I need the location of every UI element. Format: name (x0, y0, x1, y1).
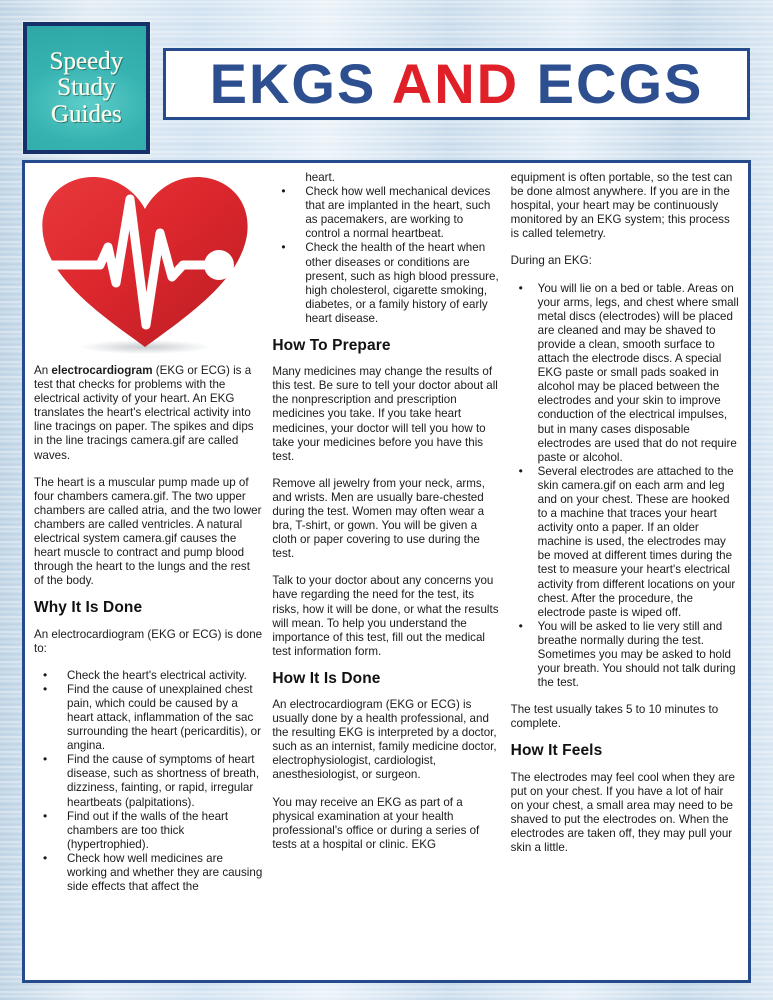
list-item: • Find out if the walls of the heart chambers are too thick (hypertrophied). (34, 810, 262, 852)
column2-continued-text: heart. (305, 171, 335, 184)
title-part-ecgs: ECGS (519, 52, 704, 115)
section-heading-why-it-is-done: Why It Is Done (34, 599, 143, 617)
title-part-ekgs: EKGS (209, 52, 392, 115)
column1-paragraph-2: The heart is a muscular pump made up of four chambers camera.gif. The two upper chambers are called atria, and the two lower chambers are called ventricles. A natural electrical system camera.gif causes the heart muscle to contract and pump blood through the heart to the lungs and the rest of the body. (34, 475, 262, 588)
section-heading-how-it-feels: How It Feels (510, 742, 603, 760)
page-title (209, 52, 704, 115)
column2-paragraph-1: Many medicines may change the results of this test. Be sure to tell your doctor about all the nonprescription and prescription medicines you take. If you take heart medicines, your doctor will tell you how to take your medicines before you have this test. (272, 365, 498, 463)
column3-paragraph-1: The test usually takes 5 to 10 minutes to complete. (510, 703, 719, 731)
column-1 (34, 171, 262, 974)
intro-before: An (34, 364, 52, 377)
column1-intro (34, 364, 262, 463)
column3-continued-text: equipment is often portable, so the test can be done almost anywhere. If you are in the hospital, your heart may be continuously monitored by an EKG system; this process is called telemetry. (510, 171, 733, 241)
brand-badge (23, 22, 150, 154)
content-panel (22, 160, 751, 983)
list-item: • Find the cause of symptoms of heart disease, such as shortness of breath, dizziness, fainting, or rapid, irregular heartbeats (palpitations). (34, 753, 262, 809)
list-item: • Find the cause of unexplained chest pain, which could be caused by a heart attack, inflammation of the sac surrounding the heart (pericarditis), or angina. (34, 683, 262, 753)
why-it-is-done-list (34, 669, 262, 895)
page-header (0, 0, 773, 155)
during-an-ekg-list (511, 282, 739, 691)
section-heading-how-it-is-done: How It Is Done (272, 669, 381, 687)
column2-paragraph-5: You may receive an EKG as part of a physical examination at your health professional's office or during a series of tests at a hospital or clinic. EKG (272, 795, 480, 851)
list-item: • Check how well medicines are working and whether they are causing side effects that affect the (34, 852, 262, 894)
list-item: • Check how well mechanical devices that are implanted in the heart, such as pacemakers, are working to control a normal heartbeat. (272, 185, 500, 241)
section-heading-how-to-prepare: How To Prepare (272, 337, 391, 355)
intro-after: (EKG or ECG) is a test that checks for problems with the electrical activity of your heart. An EKG translates the heart's electrical activity into line tracings on paper. The spikes and dips in the line tracings camera.gif are called waves. (34, 364, 254, 462)
column2-paragraph-3: Talk to your doctor about any concerns you have regarding the need for the test, its risks, how it will be done, or what the results will mean. To help you understand the importance of this test, fill out the medical test information form. (272, 574, 499, 658)
list-item: • You will be asked to lie very still and breathe normally during the test. Sometimes you may be asked to hold your breath. You should not talk during the test. (511, 620, 739, 690)
list-item: • You will lie on a bed or table. Areas on your arms, legs, and chest where small metal discs (electrodes) will be placed are cleaned and may be shaved to provide a clean, smooth surface to attach the electrode discs. A special EKG paste or small pads soaked in alcohol may be placed between the electrodes and your skin to improve conduction of the electrical impulses, but in many cases disposable electrodes are used that do not require paste or alcohol. (511, 282, 739, 465)
intro-bold-term: electrocardiogram (51, 364, 153, 377)
list-item: • Several electrodes are attached to the skin camera.gif on each arm and leg and on your chest. These are hooked to a machine that traces your heart activity onto a paper. If an older machine is used, the electrodes may be moved at different times during the test to measure your heart's electrical activity from different locations on your chest. After the procedure, the electrode paste is wiped off. (511, 465, 739, 620)
column3-lead-in: During an EKG: (510, 254, 592, 268)
brand-line-1: Speedy (49, 47, 124, 75)
list-item: • Check the heart's electrical activity. (34, 669, 262, 683)
title-box (163, 48, 750, 120)
column1-paragraph-3: An electrocardiogram (EKG or ECG) is done to: (34, 627, 263, 655)
why-it-is-done-list-continued (272, 185, 500, 326)
column-3 (511, 171, 739, 974)
heart-ecg-icon (38, 173, 253, 358)
brand-line-2: Study (57, 74, 116, 102)
column-2 (272, 171, 500, 974)
title-part-and: AND (391, 52, 520, 115)
brand-line-3: Guides (51, 100, 122, 128)
column2-paragraph-4: An electrocardiogram (EKG or ECG) is usually done by a health professional, and the resulting EKG is interpreted by a doctor, such as an internist, family medicine doctor, electrophysiologist, cardiologist, anesthesiologist, or surgeon. (272, 698, 497, 782)
column3-paragraph-2: The electrodes may feel cool when they are put on your chest. If you have a lot of hair on your chest, a small area may need to be shaved to put the electrodes on. When the electrodes are taken off, they may pull your skin a little. (510, 770, 735, 855)
list-item: • Check the health of the heart when other diseases or conditions are present, such as high blood pressure, high cholesterol, cigarette smoking, diabetes, or a family history of early heart disease. (272, 241, 500, 326)
column2-paragraph-2: Remove all jewelry from your neck, arms, and wrists. Men are usually bare-chested during the test. Women may often wear a bra, T-shirt, or gown. You will be given a cloth or paper covering to use during the test. (272, 476, 485, 561)
